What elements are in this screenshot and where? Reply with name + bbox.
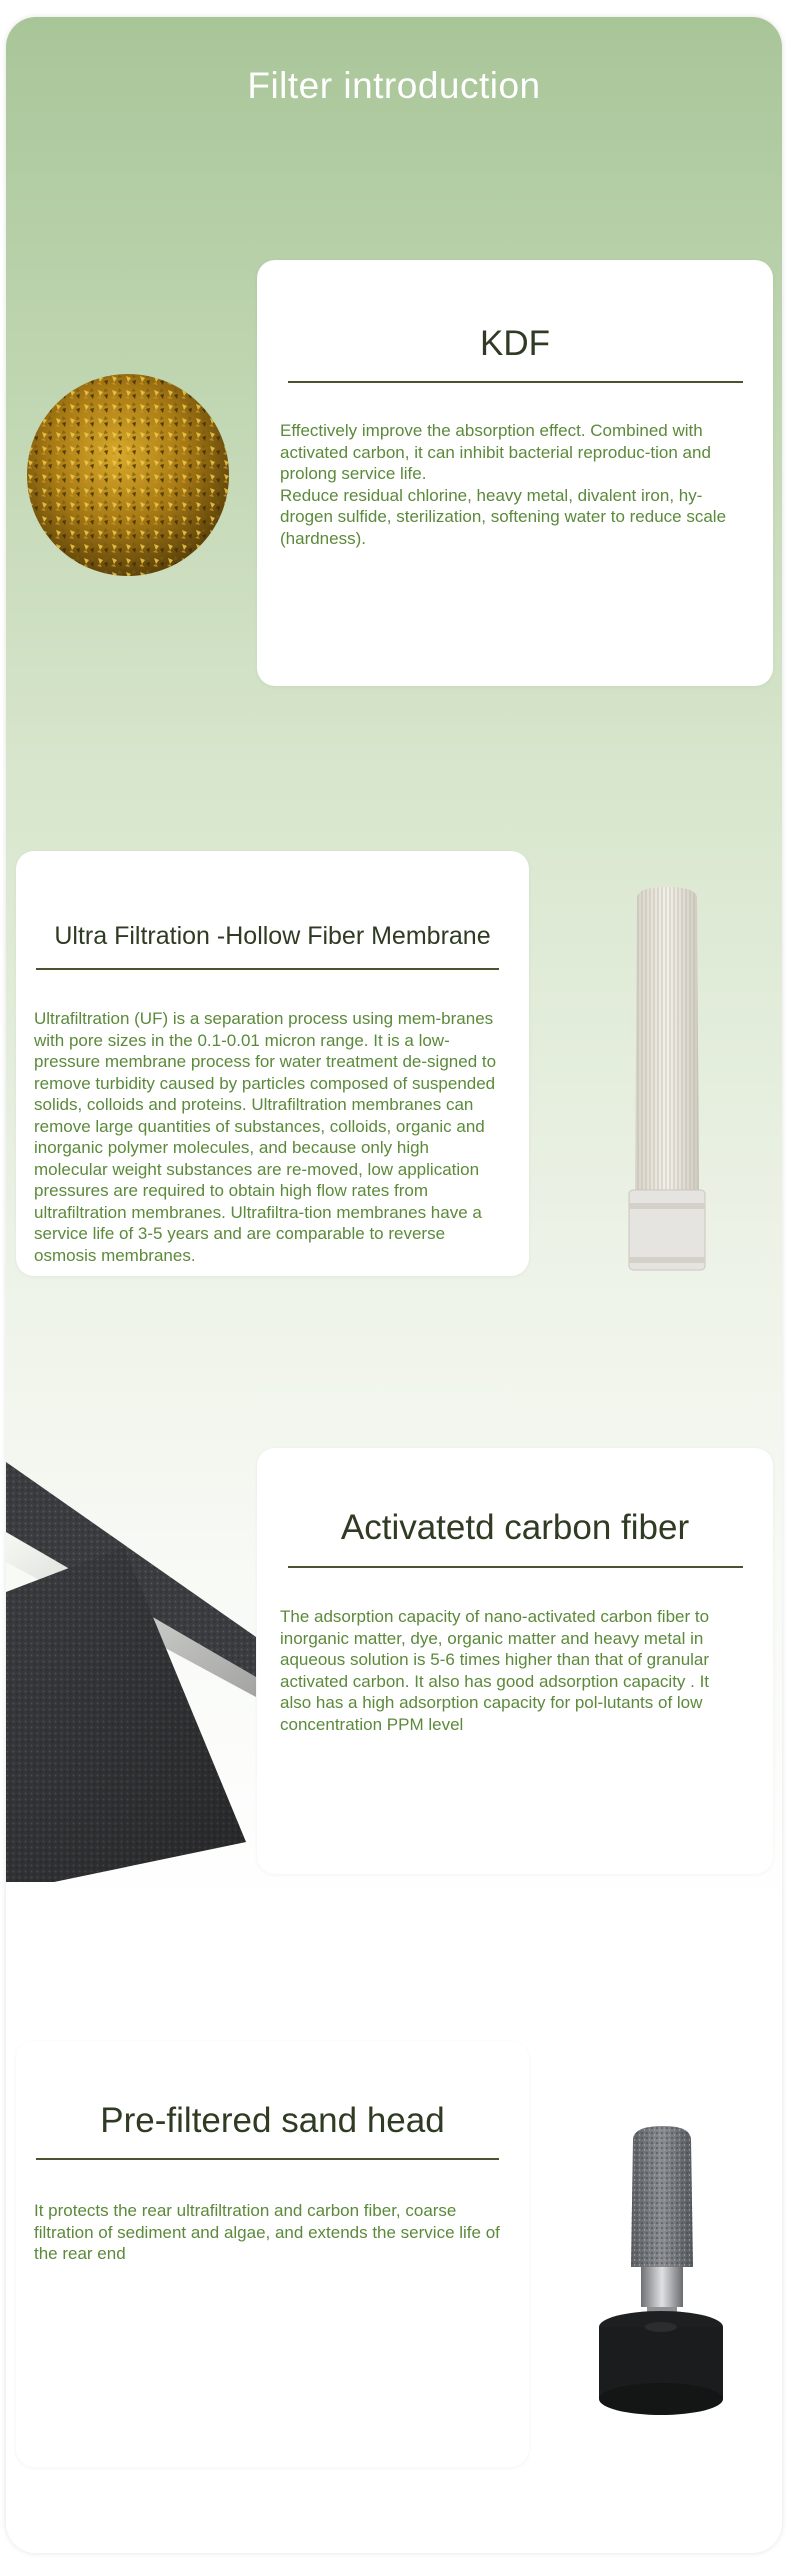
kdf-description-line: Effectively improve the absorption effect. Combined with activated carbon, it can inhibit bacterial reproduc-tion and prolong service life. [280, 421, 711, 483]
page-title: Filter introduction [247, 65, 541, 106]
carbon-fiber-sheets-image [6, 1462, 256, 1882]
sand-description [34, 2200, 507, 2265]
uf-card [16, 851, 529, 1276]
sand-title: Pre-filtered sand head [100, 2101, 445, 2140]
sand-head-filter-image [591, 2122, 731, 2422]
hollow-fiber-cartridge-image [621, 885, 713, 1277]
content-panel [6, 17, 782, 2553]
carbon-description [280, 1606, 743, 1735]
carbon-title-rule [288, 1566, 743, 1568]
sand-card [16, 2041, 529, 2467]
kdf-description-line: Reduce residual chlorine, heavy metal, divalent iron, hy-drogen sulfide, sterilization, softening water to reduce scale (hardness). [280, 485, 727, 548]
kdf-title: KDF [480, 324, 550, 363]
kdf-card [257, 260, 773, 686]
kdf-title-rule [288, 381, 743, 383]
uf-title: Ultra Filtration -Hollow Fiber Membrane [54, 922, 491, 950]
uf-description [34, 1008, 507, 1266]
sand-title-rule [36, 2158, 499, 2160]
kdf-granules-image [26, 373, 230, 577]
uf-title-rule [36, 968, 499, 970]
carbon-card [257, 1448, 773, 1874]
carbon-title: Activatetd carbon fiber [340, 1508, 690, 1547]
sand-description-line: It protects the rear ultrafiltration and carbon fiber, coarse filtration of sediment and algae, and extends the service life of the rear end [34, 2201, 500, 2263]
carbon-description-line: The adsorption capacity of nano-activated carbon fiber to inorganic matter, dye, organic matter and heavy metal in aqueous solution is 5-6 times higher than that of granular activated carbon. It also has good adsorption capacity . It also has a high adsorption capacity for pol-lutants of low concentration PPM level [280, 1607, 710, 1734]
uf-description-line: Ultrafiltration (UF) is a separation process using mem-branes with pore sizes in the 0.1-0.01 micron range. It is a low-pressure membrane process for water treatment de-signed to remove turbidity caused by particles composed of suspended solids, colloids and proteins. Ultrafiltration membranes can remove large quantities of substances, colloids, organic and inorganic polymer molecules, and because only high molecular weight substances are re-moved, low application pressures are required to obtain high flow rates from ultrafiltration membranes. Ultrafiltra-tion membranes have a service life of 3-5 years and are comparable to reverse osmosis membranes. [34, 1009, 497, 1265]
kdf-description [280, 420, 743, 549]
